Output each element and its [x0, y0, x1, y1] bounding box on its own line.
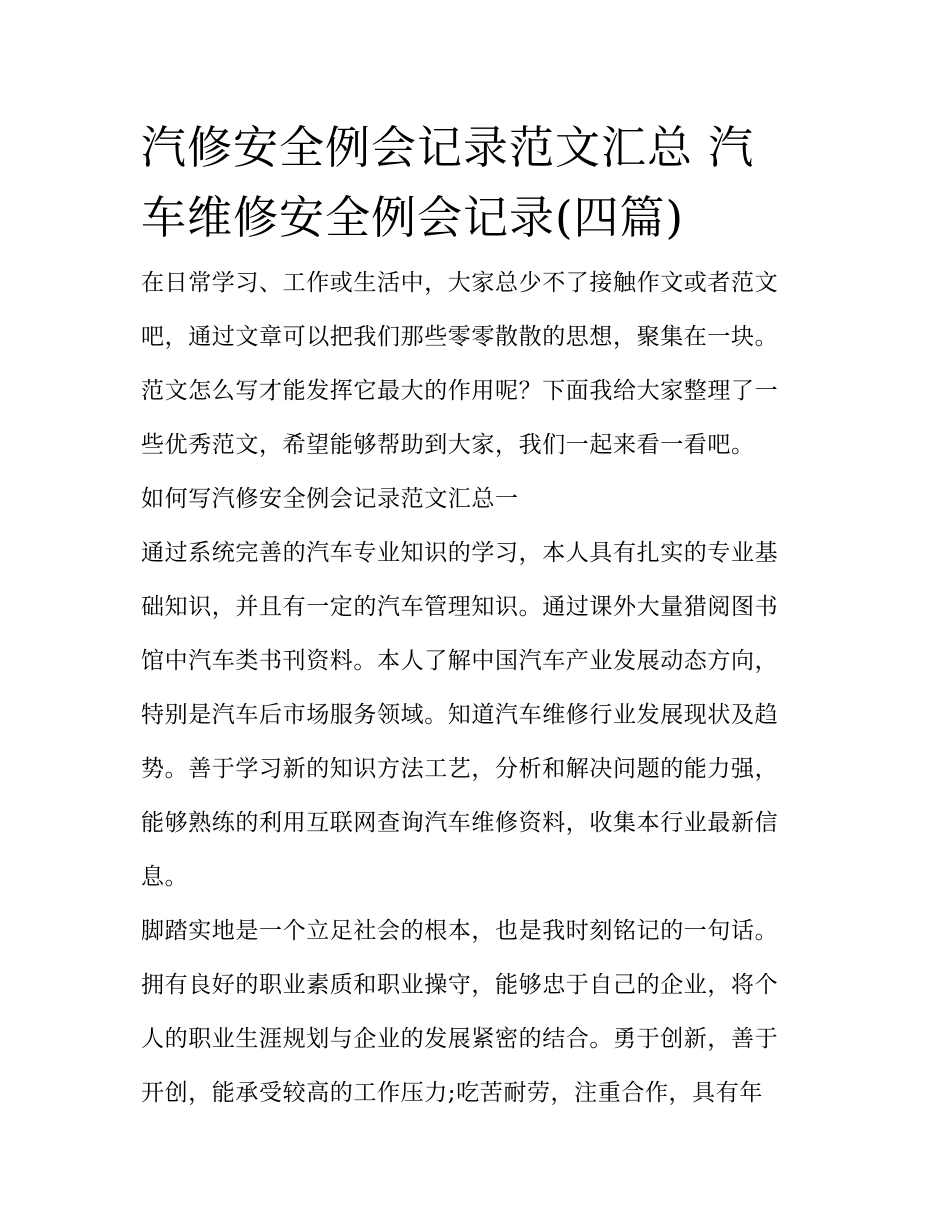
- intro-line: 些优秀范文，希望能够帮助到大家，我们一起来看一看吧。: [141, 432, 755, 458]
- document-page: [141, 113, 816, 1120]
- intro-line: 在日常学习、工作或生活中，大家总少不了接触作文或者范文: [141, 270, 779, 296]
- paragraph-line: 人的职业生涯规划与企业的发展紧密的结合。勇于创新，善于: [141, 1026, 779, 1052]
- document-title: [141, 113, 816, 253]
- paragraph-line: 息。: [141, 864, 189, 890]
- document-body: [141, 256, 816, 1120]
- title-line: 车维修安全例会记录(四篇): [141, 191, 685, 244]
- paragraph-line: 特别是汽车后市场服务领域。知道汽车维修行业发展现状及趋: [141, 702, 779, 728]
- paragraph-line: 势。善于学习新的知识方法工艺，分析和解决问题的能力强，: [141, 756, 779, 782]
- paragraph-line: 通过系统完善的汽车专业知识的学习，本人具有扎实的专业基: [141, 540, 779, 566]
- paragraph-line: 拥有良好的职业素质和职业操守，能够忠于自己的企业，将个: [141, 972, 779, 998]
- paragraph-line: 开创，能承受较高的工作压力;吃苦耐劳，注重合作，具有年: [141, 1080, 763, 1106]
- intro-line: 吧，通过文章可以把我们那些零零散散的思想，聚集在一块。: [141, 324, 779, 350]
- intro-line: 范文怎么写才能发挥它最大的作用呢？下面我给大家整理了一: [141, 378, 779, 404]
- paragraph-line: 能够熟练的利用互联网查询汽车维修资料，收集本行业最新信: [141, 810, 779, 836]
- title-line: 汽修安全例会记录范文汇总 汽: [141, 121, 755, 174]
- paragraph-line: 脚踏实地是一个立足社会的根本，也是我时刻铭记的一句话。: [141, 918, 779, 944]
- section-heading: 如何写汽修安全例会记录范文汇总一: [141, 486, 519, 512]
- paragraph-line: 馆中汽车类书刊资料。本人了解中国汽车产业发展动态方向，: [141, 648, 779, 674]
- paragraph-line: 础知识，并且有一定的汽车管理知识。通过课外大量猎阅图书: [141, 594, 779, 620]
